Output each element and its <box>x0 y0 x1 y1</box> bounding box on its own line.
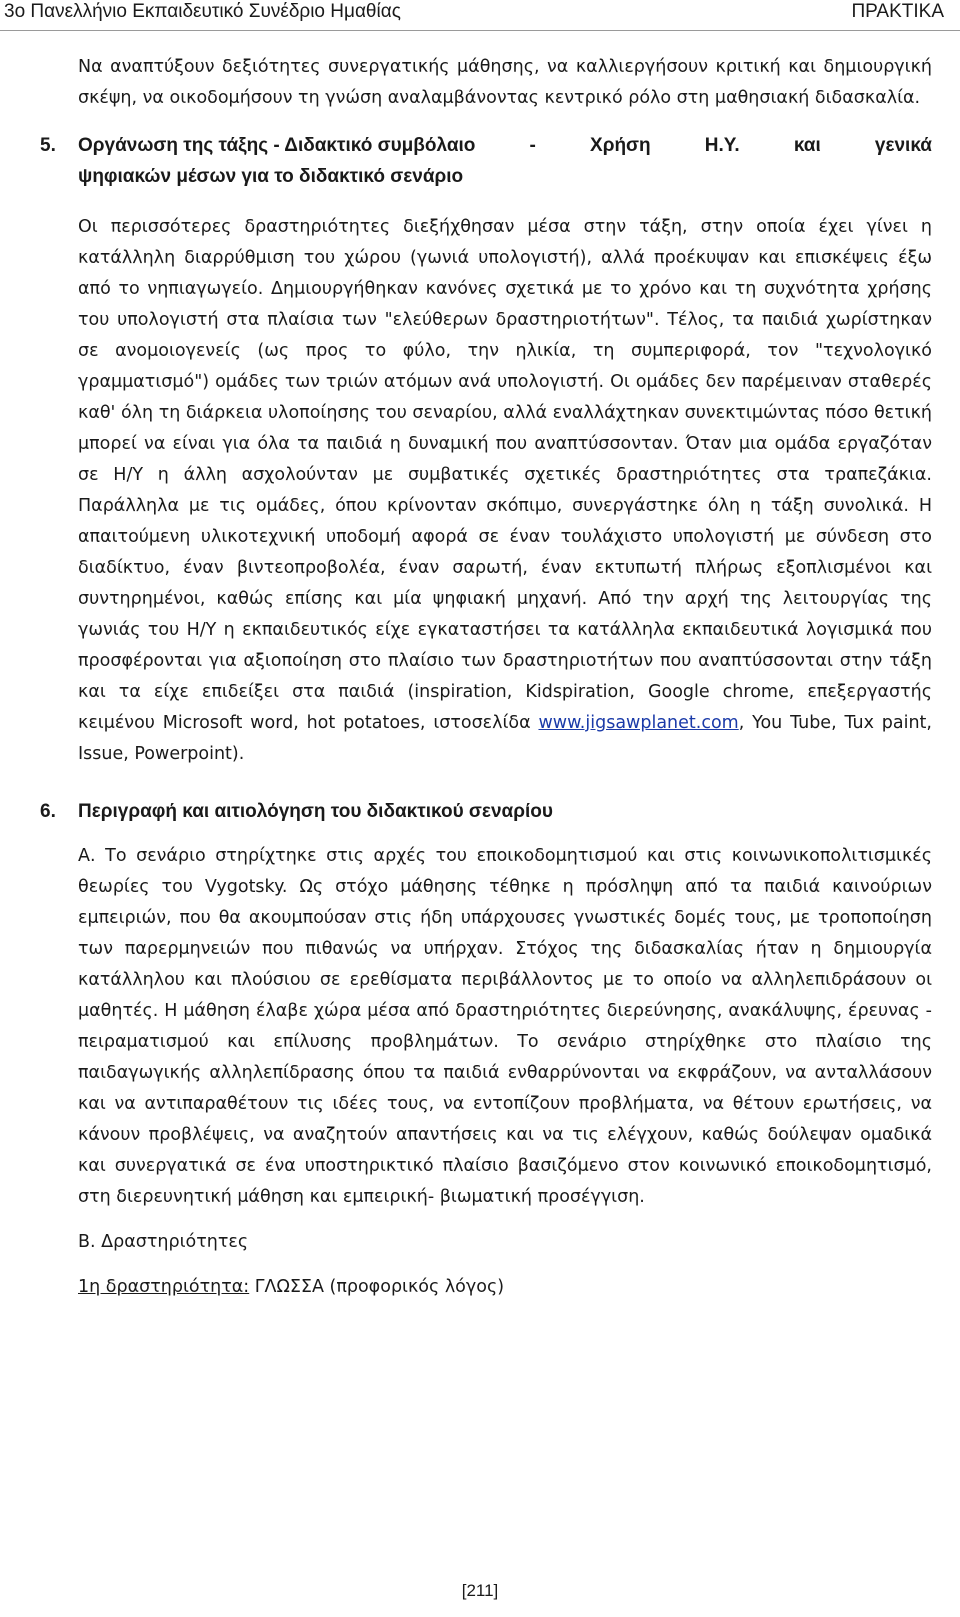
section-6-heading <box>40 796 932 827</box>
activity-1-line <box>78 1272 932 1303</box>
section-5-title-part: γενικά <box>874 135 932 156</box>
section-5-number: 5. <box>40 135 56 156</box>
page-number: [211] <box>461 1581 499 1600</box>
section-6-paragraph: Α. Το σενάριο στηρίχτηκε στις αρχές του εποικοδομητισμού και στις κοινωνικοπολιτισμικές θεωρίες του Vygotsky. Ως στόχο μάθησης τέθηκε η πρόσληψη από τα παιδιά καινούριων εμπειριών, που θα ακουμπούσαν στις ήδη υπάρχουσες γνωστικές δομές τους, με τροποποίηση των παρερμηνειών που πιθανώς να υπήρχαν. Στόχος της διδασκαλίας ήταν η δημιουργία κατάλληλου και πλούσιου σε ερεθίσματα περιβάλλοντος με το οποίο να αλληλεπιδράσουν οι μαθητές. Η μάθηση έλαβε χώρα μέσα από δραστηριότητες διερεύνησης, ανακάλυψης, έρευνας - πειραματισμού και επίλυσης προβλημάτων. Το σενάριο στηρίχθηκε στο πλαίσιο της παιδαγωγικής αλληλεπίδρασης όπου τα παιδιά ενθαρρύνονται να εκφράζουν, να ανταλλάσουν και να αντιπαραθέτουν τις ιδέες τους, να εντοπίζουν προβλήματα, να θέτουν ερωτήσεις, να κάνουν προβλέψεις, να αναζητούν απαντήσεις και να τις ελέγχουν, καθώς δούλεψαν ομαδικά και συνεργατικά σε ένα υποστηρικτικό πλαίσιο βασιζόμενο στον κοινωνικό εποικοδομητισμό, στη διερευνητική μάθηση και εμπειρική- βιωματική προσέγγιση. <box>78 846 932 1207</box>
section-5-title-part: Οργάνωση της τάξης - Διδακτικό συμβόλαιο <box>78 135 476 156</box>
jigsawplanet-link[interactable]: www.jigsawplanet.com <box>538 713 739 733</box>
section-5-title-part: Χρήση <box>590 135 651 156</box>
conference-title: 3ο Πανελλήνιο Εκπαιδευτικό Συνέδριο Ημαθίας <box>4 1 401 22</box>
section-5-heading <box>40 130 932 192</box>
proceedings-label: ΠΡΑΚΤΙΚΑ <box>851 1 944 22</box>
activity-1-label: 1η δραστηριότητα: <box>78 1277 250 1297</box>
page-content <box>40 52 932 1317</box>
section-5-title-line2: ψηφιακών μέσων για το διδακτικό σενάριο <box>78 166 464 187</box>
section-5-title-line1 <box>78 130 932 161</box>
section-6-title: Περιγραφή και αιτιολόγηση του διδακτικού σεναρίου <box>78 801 553 822</box>
section-5-text: Οι περισσότερες δραστηριότητες διεξήχθησαν μέσα στην τάξη, στην οποία έχει γίνει η κατάλληλη διαρρύθμιση του χώρου (γωνιά υπολογιστή), αλλά προέκυψαν και επισκέψεις έξω από το νηπιαγωγείο. Δημιουργήθηκαν κανόνες σχετικά με το χρόνο και τη συχνότητα χρήσης του υπολογιστή στα πλαίσια των "ελεύθερων δραστηριοτήτων". Τέλος, τα παιδιά χωρίστηκαν σε ανομοιογενείς (ως προς το φύλο, την ηλικία, τη συμπεριφορά, τον "τεχνολογικό γραμματισμό") ομάδες των τριών ατόμων ανά υπολογιστή. Οι ομάδες δεν παρέμειναν σταθερές καθ' όλη τη διάρκεια υλοποίησης του σεναρίου, αλλά εναλλάχτηκαν συνεκτιμώντας πόσο θετική μπορεί να είναι για όλα τα παιδιά η δυναμική που αναπτύσσονταν. Όταν μια ομάδα εργαζόταν σε Η/Υ η άλλη ασχολούνταν με συμβατικές σχετικές δραστηριότητες στα τραπεζάκια. Παράλληλα με τις ομάδες, όπου κρίνονταν σκόπιμο, συνεργάστηκε όλη η τάξη συνολικά. Η απαιτούμενη υλικοτεχνική υποδομή αφορά σε έναν τουλάχιστο υπολογιστή με σύνδεση στο διαδίκτυο, έναν βιντεοπροβολέα, έναν σαρωτή, έναν εκτυπωτή πλήρως εξοπλισμένοι και συντηρημένοι, καθώς επίσης και μία ψηφιακή μηχανή. Από την αρχή της λειτουργίας της γωνιάς του Η/Υ η εκπαιδευτικός είχε εγκαταστήσει τα κατάλληλα εκπαιδευτικά λογισμικά που προσφέρονται για αξιοποίηση στο πλαίσιο των δραστηριοτήτων που αναπτύσσονται στην τάξη και τα είχε επιδείξει στα παιδιά (inspiration, Kidspiration, Google chrome, επεξεργαστής κειμένου Microsoft word, hot potatoes, ιστοσελίδα <box>78 217 932 733</box>
section-5-title-part: και <box>793 135 821 156</box>
section-5-title-part: Η.Υ. <box>704 135 740 156</box>
section-5-paragraph <box>78 212 932 770</box>
section-6-number: 6. <box>40 801 56 822</box>
subsection-b-heading: Β. Δραστηριότητες <box>78 1232 249 1252</box>
section-5-text-end: , You Tube, Tux paint, Issue, Powerpoint). <box>78 713 932 764</box>
running-header <box>0 0 960 31</box>
intro-paragraph: Να αναπτύξουν δεξιότητες συνεργατικής μάθησης, να καλλιεργήσουν κριτική και δημιουργική σκέψη, να οικοδομήσουν τη γνώση αναλαμβάνοντας κεντρικό ρόλο στη μαθησιακή διδασκαλία. <box>78 57 932 108</box>
activity-1-text: ΓΛΩΣΣΑ (προφορικός λόγος) <box>249 1277 505 1297</box>
section-5-title-part: - <box>529 135 536 156</box>
